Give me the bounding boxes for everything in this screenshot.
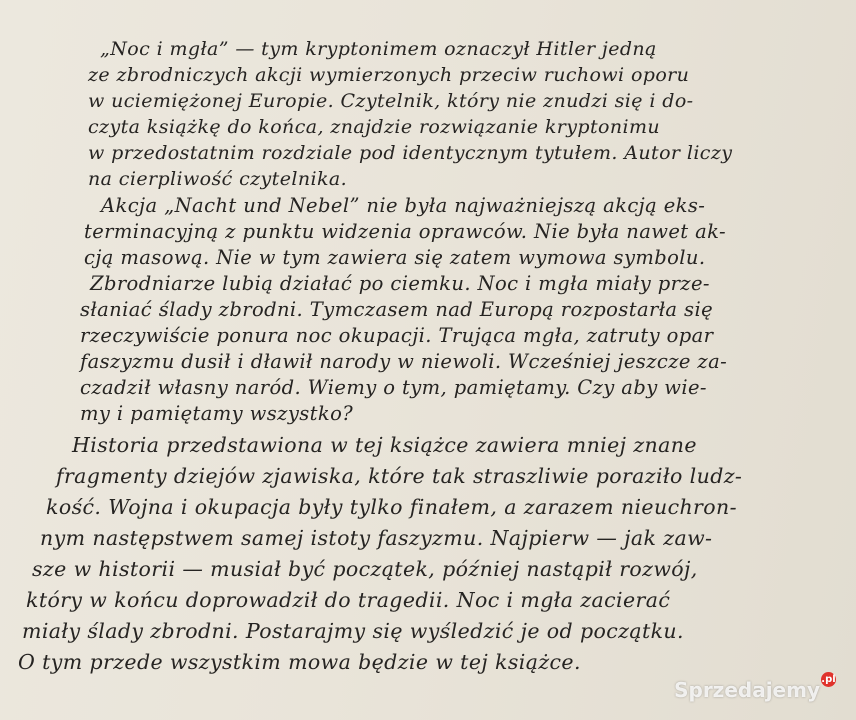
paragraph-3-line-7: miały ślady zbrodni. Postarajmy się wyśledzić je od początku. xyxy=(22,619,684,643)
paragraph-1-line-6: na cierpliwość czytelnika. xyxy=(88,168,348,190)
paragraph-2-line-3: cją masową. Nie w tym zawiera się zatem wymowa symbolu. xyxy=(84,246,706,269)
paragraph-1-line-5: w przedostatnim rozdziale pod identycznym tytułem. Autor liczy xyxy=(88,142,733,164)
paragraph-2-line-1: Akcja „Nacht und Nebel” nie była najważniejszą akcją eks- xyxy=(101,194,706,217)
paragraph-1-line-4: czyta książkę do końca, znajdzie rozwiązanie kryptonimu xyxy=(88,116,661,138)
paragraph-3-line-1: Historia przedstawiona w tej książce zawiera mniej znane xyxy=(72,433,697,457)
paragraph-1-line-1: „Noc i mgła” — tym kryptonimem oznaczył Hitler jedną xyxy=(100,38,657,60)
paragraph-3-line-6: który w końcu doprowadził do tragedii. Noc i mgła zacierać xyxy=(26,588,671,612)
paragraph-3-line-5: sze w historii — musiał być początek, później nastąpił rozwój, xyxy=(32,557,698,581)
paragraph-2-line-9: my i pamiętamy wszystko? xyxy=(80,402,354,425)
paragraph-2-line-7: faszyzmu dusił i dławił narody w niewoli. Wcześniej jeszcze za- xyxy=(80,350,728,373)
paragraph-2-line-5: słaniać ślady zbrodni. Tymczasem nad Europą rozpostarła się xyxy=(80,298,714,321)
sprzedajemy-watermark xyxy=(674,674,836,702)
paragraph-2-line-8: czadził własny naród. Wiemy o tym, pamiętamy. Czy aby wie- xyxy=(80,376,707,399)
paragraph-1-line-3: w uciemiężonej Europie. Czytelnik, który nie znudzi się i do- xyxy=(88,90,694,112)
watermark-badge: .pl xyxy=(821,674,836,685)
paragraph-2-line-4: Zbrodniarze lubią działać po ciemku. Noc i mgła miały prze- xyxy=(90,272,710,295)
paragraph-3-line-3: kość. Wojna i okupacja były tylko finałem, a zarazem nieuchron- xyxy=(46,495,737,519)
paragraph-2-line-6: rzeczywiście ponura noc okupacji. Trująca mgła, zatruty opar xyxy=(80,324,714,347)
paragraph-3-line-4: nym następstwem samej istoty faszyzmu. Najpierw — jak zaw- xyxy=(40,526,713,550)
paragraph-3-line-8: O tym przede wszystkim mowa będzie w tej książce. xyxy=(18,650,581,674)
paragraph-1-line-2: ze zbrodniczych akcji wymierzonych przeciw ruchowi oporu xyxy=(88,64,690,86)
watermark-text: Sprzedajemy xyxy=(674,678,820,702)
paragraph-2-line-2: terminacyjną z punktu widzenia oprawców. Nie była nawet ak- xyxy=(84,220,727,243)
paragraph-3-line-2: fragmenty dziejów zjawiska, które tak straszliwie poraziło ludz- xyxy=(56,464,743,488)
